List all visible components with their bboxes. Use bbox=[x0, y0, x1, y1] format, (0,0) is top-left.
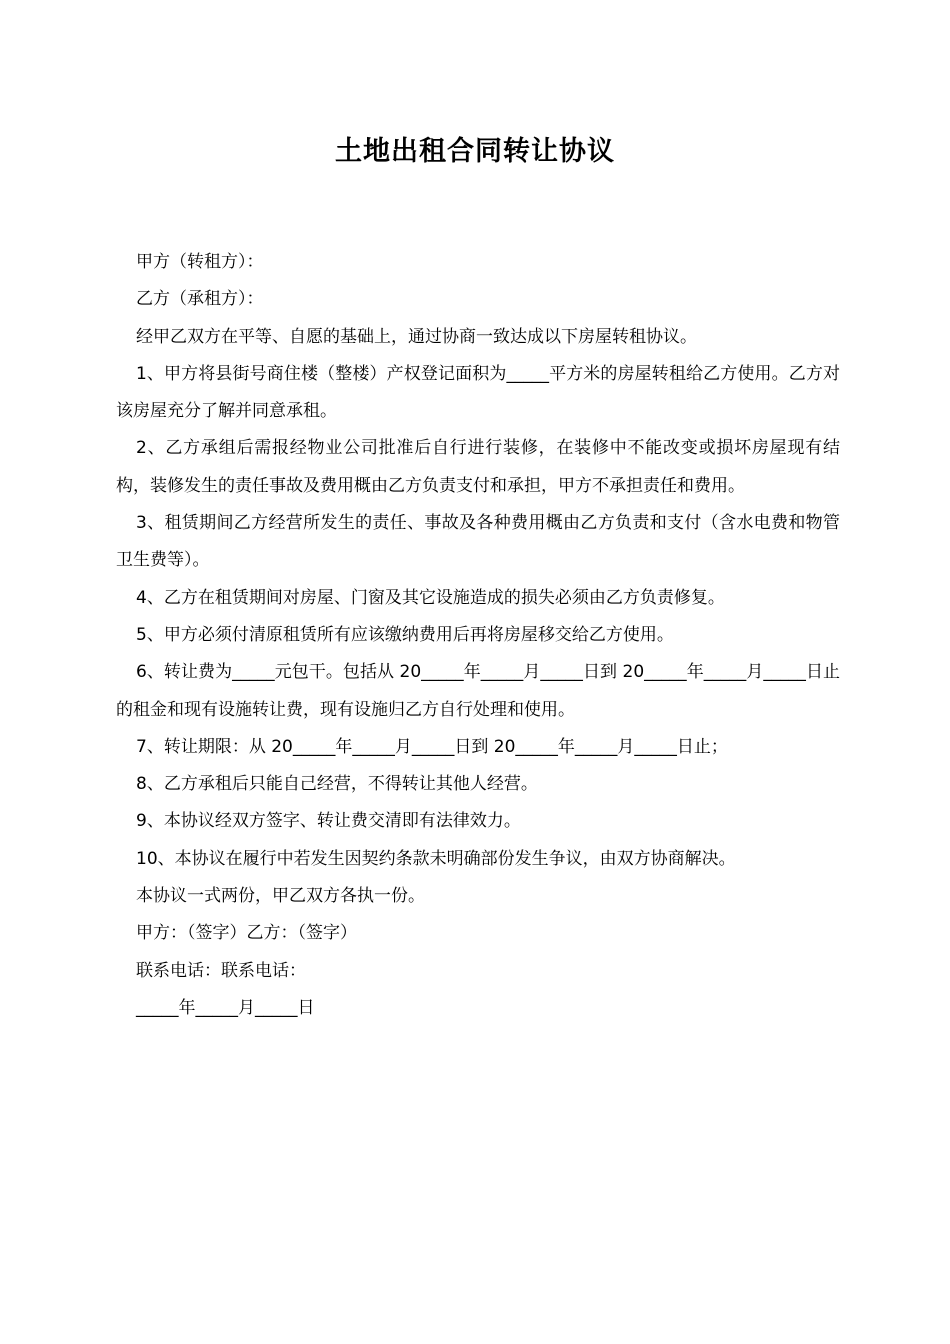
document-body bbox=[116, 244, 840, 1027]
clause-1: 1、甲方将县街号商住楼（整楼）产权登记面积为_____平方米的房屋转租给乙方使用。乙方对该房屋充分了解并同意承租。 bbox=[116, 363, 840, 422]
clause-9: 9、本协议经双方签字、转让费交清即有法律效力。 bbox=[136, 811, 521, 832]
clause-8: 8、乙方承租后只能自己经营，不得转让其他人经营。 bbox=[136, 774, 538, 795]
signature-line: 甲方：（签字）乙方：（签字） bbox=[136, 923, 357, 944]
clause-10: 10、本协议在履行中若发生因契约条款未明确部份发生争议，由双方协商解决。 bbox=[136, 848, 736, 869]
clause-3: 3、租赁期间乙方经营所发生的责任、事故及各种费用概由乙方负责和支付（含水电费和物管卫生费等）。 bbox=[116, 513, 840, 571]
preamble-paragraph: 经甲乙双方在平等、自愿的基础上，通过协商一致达成以下房屋转租协议。 bbox=[136, 326, 697, 347]
clause-4: 4、乙方在租赁期间对房屋、门窗及其它设施造成的损失必须由乙方负责修复。 bbox=[136, 587, 725, 608]
clause-7: 7、转让期限：从 20_____年_____月_____日到 20_____年_____月_____日止； bbox=[136, 736, 728, 757]
date-line: _____年_____月_____日 bbox=[136, 997, 315, 1018]
document-title: 土地出租合同转让协议 bbox=[335, 136, 615, 167]
clause-2: 2、乙方承组后需报经物业公司批准后自行进行装修，在装修中不能改变或损坏房屋现有结构，装修发生的责任事故及费用概由乙方负责支付和承担，甲方不承担责任和费用。 bbox=[116, 438, 840, 496]
party-b-line: 乙方（承租方）： bbox=[136, 289, 264, 310]
clause-6: 6、转让费为_____元包干。包括从 20_____年_____月_____日到 20_____年_____月_____日止的租金和现有设施转让费，现有设施归乙方自行处理和使用。 bbox=[116, 662, 840, 720]
contact-phone-line: 联系电话：联系电话： bbox=[136, 960, 306, 981]
clause-5: 5、甲方必须付清原租赁所有应该缴纳费用后再将房屋移交给乙方使用。 bbox=[136, 624, 674, 645]
party-a-line: 甲方（转租方）： bbox=[136, 252, 264, 272]
copies-statement: 本协议一式两份，甲乙双方各执一份。 bbox=[136, 886, 425, 907]
